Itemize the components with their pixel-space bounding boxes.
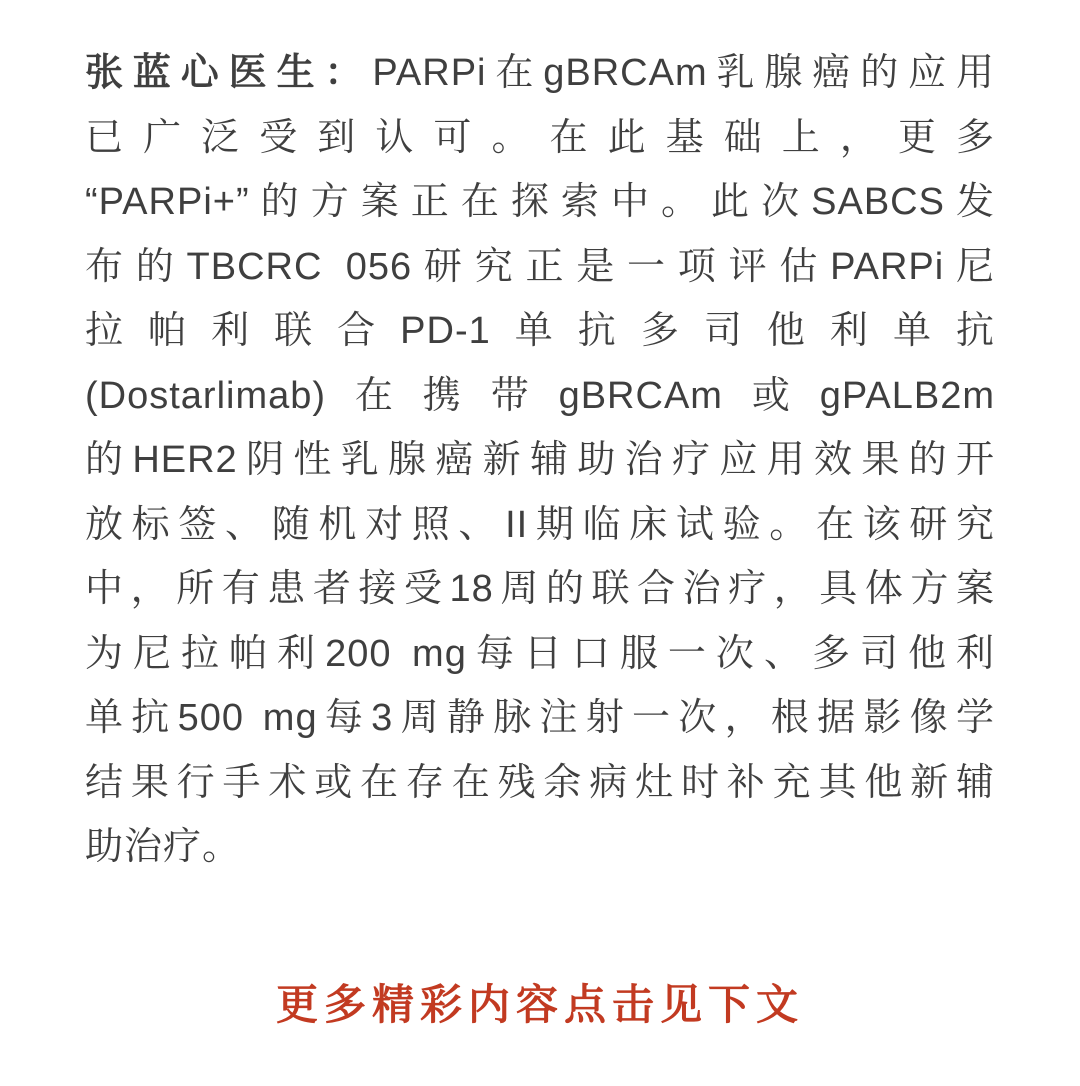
speaker-name: 张蓝心医生： (85, 52, 373, 94)
text-line (85, 41, 995, 106)
text-line: 已广泛受到认可。在此基础上，更多 (85, 116, 995, 159)
text-line-rest: PARPi在gBRCAm乳腺癌的应用 (372, 52, 995, 94)
text-line: 为尼拉帕利200 mg每日口服一次、多司他利 (85, 632, 995, 675)
text-line: 布的TBCRC 056研究正是一项评估PARPi尼 (85, 245, 995, 288)
text-line: “PARPi+”的方案正在探索中。此次SABCS发 (85, 181, 995, 223)
text-line: 拉帕利联合PD-1单抗多司他利单抗 (85, 310, 995, 352)
text-line: 助治疗。 (85, 826, 242, 868)
text-line: 中，所有患者接受18周的联合治疗，具体方案 (85, 568, 995, 610)
text-line: 单抗500 mg每3周静脉注射一次，根据影像学 (85, 697, 995, 739)
text-line: (Dostarlimab)在携带gBRCAm或gPALB2m (85, 374, 995, 417)
text-line: 的HER2阴性乳腺癌新辅助治疗应用效果的开 (85, 439, 995, 481)
text-line: 放标签、随机对照、II期临床试验。在该研究 (85, 503, 995, 546)
text-line: 结果行手术或在存在残余病灶时补充其他新辅 (85, 761, 995, 804)
cta-link[interactable]: 更多精彩内容点击见下文 (275, 980, 804, 1028)
